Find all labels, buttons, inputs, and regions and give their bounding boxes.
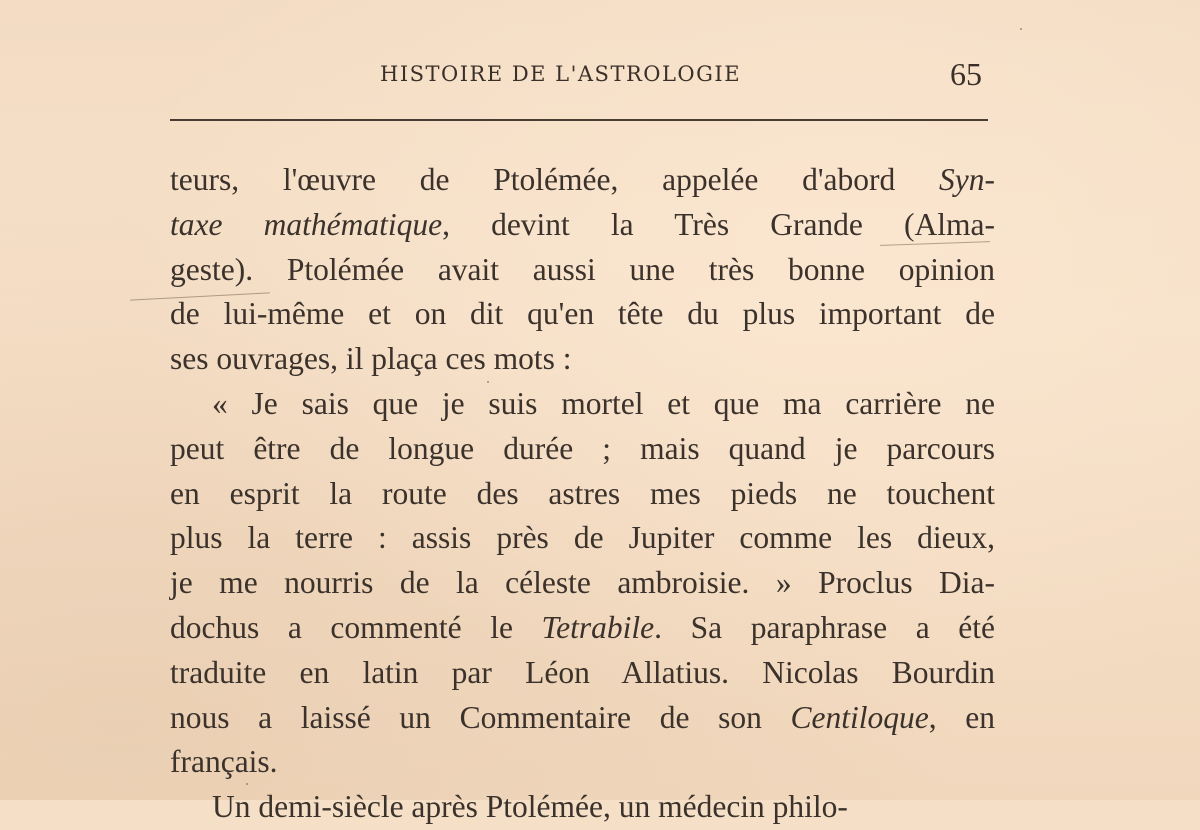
quote-line: en esprit la route des astres mes pieds ne touchent [170,475,995,511]
ink-speck [246,783,248,785]
text-line: taxe mathématique, devint la Très Grande (Alma- [170,206,995,242]
text-line: teurs, l'œuvre de Ptolémée, appelée d'abord Syn- [170,162,995,197]
body-text [170,158,1000,830]
quote-line: peut être de longue durée ; mais quand je parcours [170,430,995,466]
quote-line: plus la terre : assis près de Jupiter comme les dieux, [170,520,995,556]
running-title: HISTOIRE DE L'ASTROLOGIE [380,62,742,86]
quote-line: je me nourris de la céleste ambroisie. » Proclus Dia- [170,565,995,601]
header-rule [170,119,988,121]
text-line: Un demi-siècle après Ptolémée, un médecin philo- [212,789,848,825]
ink-speck [487,381,489,383]
text-line: geste). Ptolémée avait aussi une très bonne opinion [170,251,995,287]
text-line: de lui-même et on dit qu'en tête du plus important de [170,296,995,332]
text-line: traduite en latin par Léon Allatius. Nicolas Bourdin [170,654,995,690]
ink-speck [1020,28,1022,30]
text-line: ses ouvrages, il plaça ces mots : [170,341,572,377]
quote-line: « Je sais que je suis mortel et que ma carrière ne [212,385,995,421]
page-number: 65 [950,56,982,92]
text-line: français. [170,744,278,780]
text-line: dochus a commenté le Tetrabile. Sa paraphrase a été [170,609,995,645]
text-line: nous a laissé un Commentaire de son Centiloque, en [170,699,995,735]
